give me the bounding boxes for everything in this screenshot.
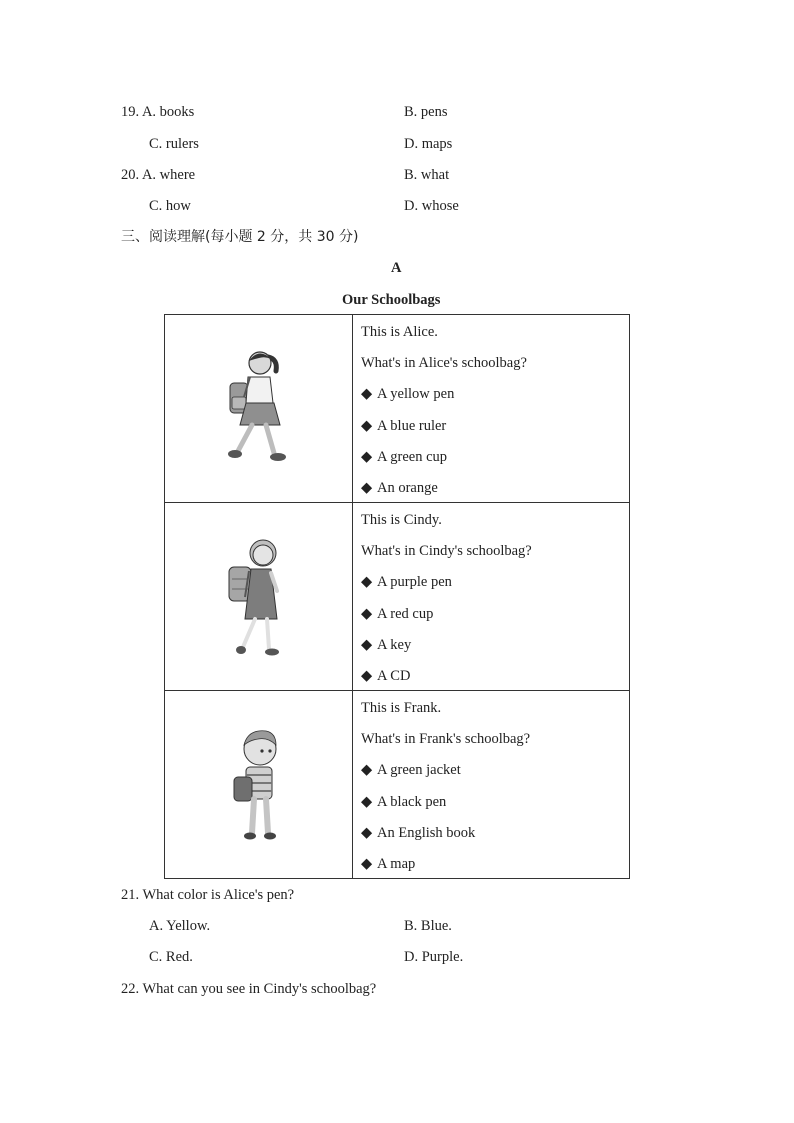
alice-item: ◆ An orange (361, 477, 527, 508)
frank-item: ◆ A green jacket (361, 759, 530, 790)
passage-title: Our Schoolbags (342, 292, 441, 308)
frank-question: What's in Frank's schoolbag? (361, 731, 531, 748)
bullet-icon: ◆ (361, 824, 373, 841)
q20-option-a: 20. A. where (121, 167, 196, 183)
alice-picture-cell (165, 315, 353, 503)
frank-picture-cell (165, 691, 353, 879)
bullet-icon: ◆ (361, 574, 373, 591)
frank-intro: This is Frank. (361, 700, 442, 716)
alice-question: What's in Alice's schoolbag? (361, 355, 527, 372)
cindy-intro: This is Cindy. (361, 512, 442, 528)
q19-option-c: C. rulers (149, 136, 199, 152)
alice-intro: This is Alice. (361, 324, 438, 340)
q19-option-a: 19. A. books (121, 104, 195, 120)
bullet-icon: ◆ (361, 855, 373, 872)
bullet-icon: ◆ (361, 605, 373, 622)
cindy-picture-cell (165, 503, 353, 691)
q19-option-b: B. pens (404, 104, 448, 120)
cindy-question: What's in Cindy's schoolbag? (361, 543, 532, 560)
q20-option-d: D. whose (404, 198, 459, 214)
q21-option-b: B. Blue. (404, 918, 452, 934)
alice-item: ◆ A green cup (361, 446, 527, 477)
frank-item: ◆ A black pen (361, 791, 530, 822)
cindy-item: ◆ A key (361, 634, 532, 665)
bullet-icon: ◆ (361, 386, 373, 403)
section-heading: 三、阅读理解(每小题 2 分，共 30 分) (121, 229, 359, 245)
cindy-item: ◆ A red cup (361, 603, 532, 634)
bullet-icon: ◆ (361, 793, 373, 810)
q21-option-c: C. Red. (149, 949, 193, 965)
alice-item: ◆ A blue ruler (361, 415, 527, 446)
q21-option-d: D. Purple. (404, 949, 464, 965)
bullet-icon: ◆ (361, 417, 373, 434)
cindy-text-cell (353, 503, 630, 691)
alice-text-cell (353, 315, 630, 503)
q22-stem: 22. What can you see in Cindy's schoolbag? (121, 981, 377, 997)
q20-option-c: C. how (149, 198, 191, 214)
cindy-girl-illustration (227, 537, 291, 659)
passage-label: A (391, 260, 402, 276)
bullet-icon: ◆ (361, 762, 373, 779)
bullet-icon: ◆ (361, 479, 373, 496)
bullet-icon: ◆ (361, 667, 373, 684)
frank-item: ◆ An English book (361, 822, 530, 853)
q21-option-a: A. Yellow. (149, 918, 211, 934)
q19-option-d: D. maps (404, 136, 453, 152)
schoolbags-table (164, 314, 630, 879)
frank-text-cell (353, 691, 630, 879)
cindy-item: ◆ A CD (361, 665, 532, 696)
q21-stem: 21. What color is Alice's pen? (121, 887, 295, 903)
frank-item: ◆ A map (361, 853, 530, 884)
bullet-icon: ◆ (361, 636, 373, 653)
bullet-icon: ◆ (361, 448, 373, 465)
alice-girl-illustration (224, 347, 294, 471)
frank-boy-illustration (232, 729, 286, 843)
cindy-item: ◆ A purple pen (361, 571, 532, 602)
q20-option-b: B. what (404, 167, 450, 183)
alice-item: ◆ A yellow pen (361, 383, 527, 414)
